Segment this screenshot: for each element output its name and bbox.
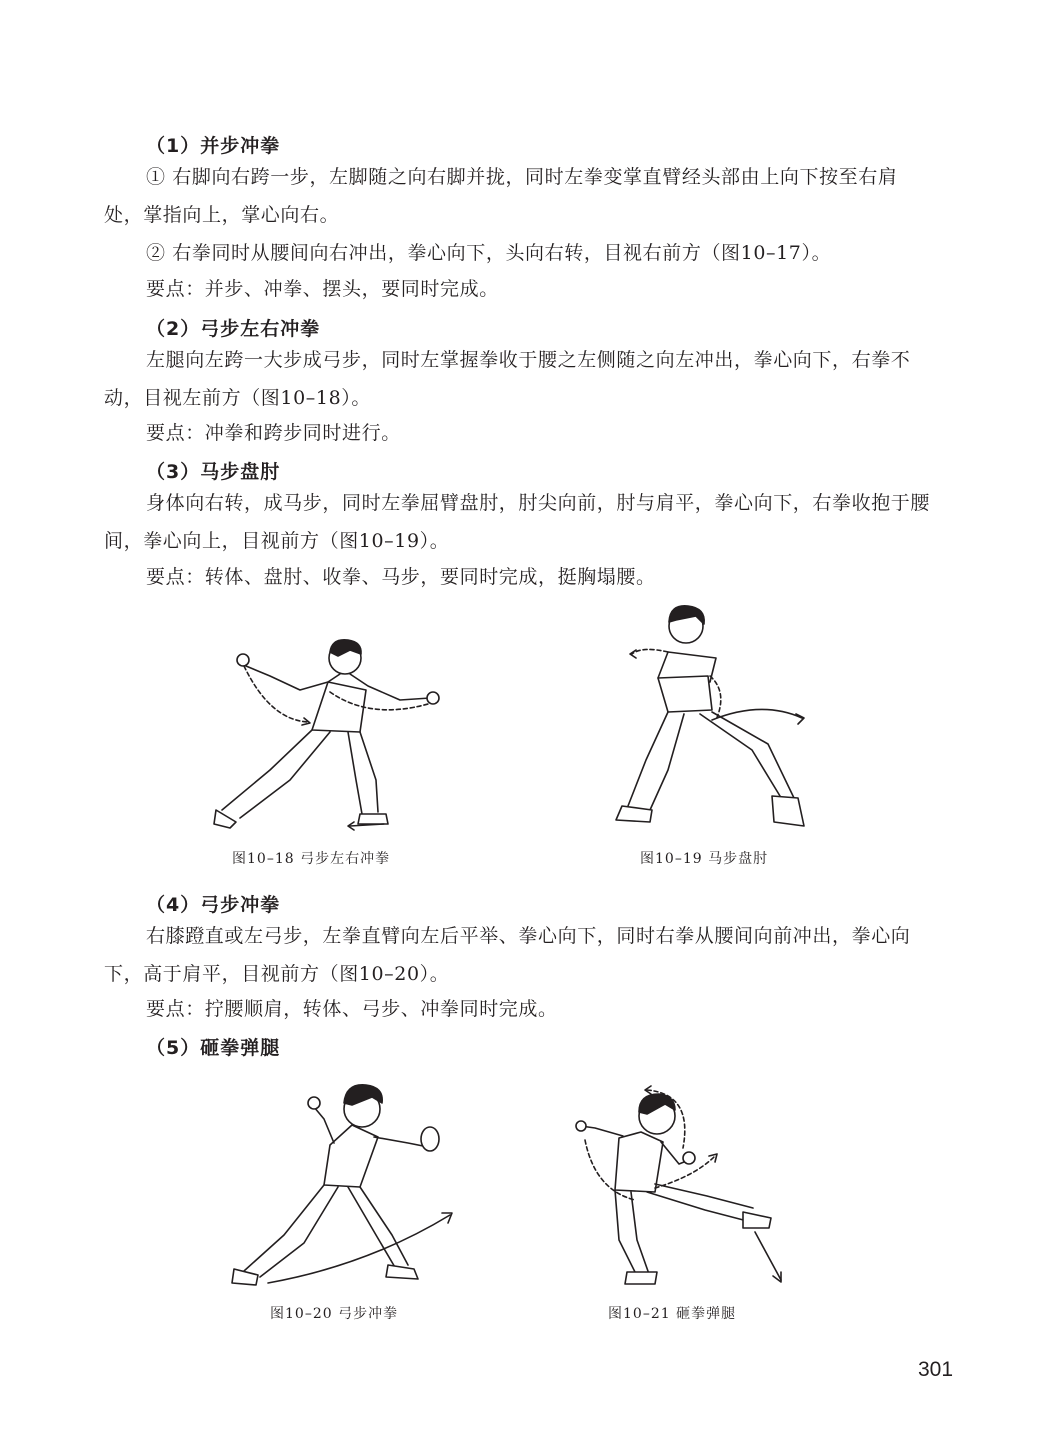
key-points: 要点：并步、冲拳、摆头，要同时完成。 bbox=[146, 278, 499, 300]
figure-10-21-illustration bbox=[575, 1080, 791, 1296]
section-heading: （3）马步盘肘 bbox=[146, 461, 281, 483]
figure-caption: 图10–18 弓步左右冲拳 bbox=[232, 851, 391, 867]
paragraph: ② 右拳同时从腰间向右冲出，拳心向下，头向右转，目视右前方（图10–17）。 bbox=[146, 242, 832, 264]
section-heading: （2）弓步左右冲拳 bbox=[146, 318, 321, 340]
paragraph: 左腿向左跨一大步成弓步，同时左掌握拳收于腰之左侧随之向左冲出，拳心向下，右拳不动，目视左前方（图10–18）。 bbox=[104, 349, 911, 409]
section-heading: （1）并步冲拳 bbox=[146, 135, 281, 157]
key-points: 要点：转体、盘肘、收拳、马步，要同时完成，挺胸塌腰。 bbox=[146, 566, 656, 588]
figure-10-20-illustration bbox=[228, 1075, 460, 1295]
section-heading: （4）弓步冲拳 bbox=[146, 894, 281, 916]
paragraph: 右膝蹬直或左弓步，左拳直臂向左后平举、拳心向下，同时右拳从腰间向前冲出，拳心向下，高于肩平，目视前方（图10–20）。 bbox=[104, 925, 911, 985]
page-number: 301 bbox=[918, 1358, 954, 1381]
section-heading: （5）砸拳弹腿 bbox=[146, 1037, 281, 1059]
key-points: 要点：拧腰顺肩，转体、弓步、冲拳同时完成。 bbox=[146, 998, 558, 1020]
figure-10-19-illustration bbox=[612, 600, 822, 836]
paragraph: ① 右脚向右跨一步，左脚随之向右脚并拢，同时左拳变掌直臂经头部由上向下按至右肩处，掌指向上，掌心向右。 bbox=[104, 166, 898, 226]
figure-caption: 图10–19 马步盘肘 bbox=[640, 851, 769, 867]
figure-10-18-illustration bbox=[200, 630, 450, 840]
key-points: 要点：冲拳和跨步同时进行。 bbox=[146, 422, 401, 444]
figure-caption: 图10–20 弓步冲拳 bbox=[270, 1306, 399, 1322]
paragraph: 身体向右转，成马步，同时左拳屈臂盘肘，肘尖向前，肘与肩平，拳心向下，右拳收抱于腰间，拳心向上，目视前方（图10–19）。 bbox=[104, 492, 931, 552]
figure-caption: 图10–21 砸拳弹腿 bbox=[608, 1306, 737, 1322]
